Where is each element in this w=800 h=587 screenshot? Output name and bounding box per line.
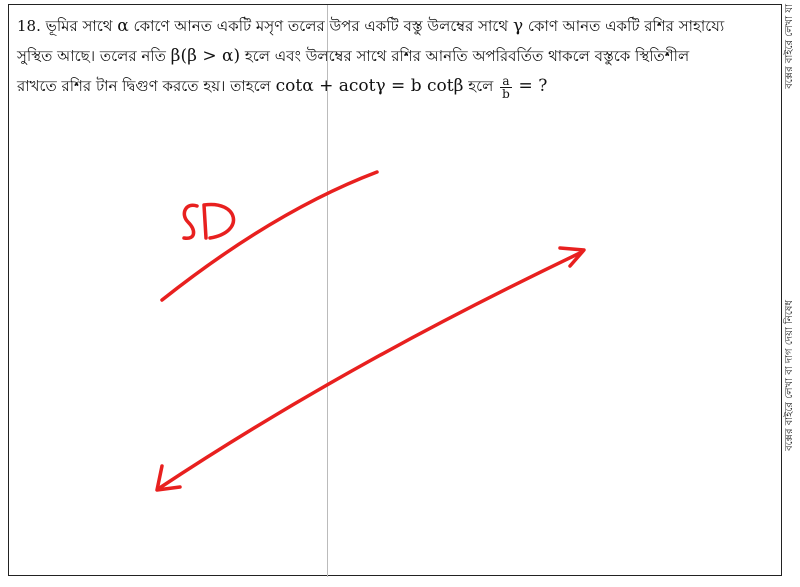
gamma-symbol: γ: [512, 16, 524, 36]
question-line-2: সুস্থিত আছে। তলের নতি β(β > α) হলে এবং উলম্বের সাথে রশির আনতি অপরিবর্তিত থাকলে বস্তুকে স্থিতিশীল: [17, 46, 690, 66]
margin-note-top: বক্সের বাইরে লেখা যা: [784, 4, 795, 89]
fraction-a-over-b: $\frac{a}{b}$: [502, 73, 510, 101]
question-line-1: 18. ভূমির সাথে α কোণে আনত একটি মসৃণ তলের উপর একটি বস্তু উলম্বের সাথে γ কোণ আনত একটি রশির সাহায্যে: [17, 16, 725, 36]
equation: cotα + acotγ = b cotβ: [275, 76, 464, 96]
question-line-3: রাখতে রশির টান দ্বিগুণ করতে হয়। তাহলে cotα + acotγ = b cotβ হলে $\frac{a}{b}$ = ?: [17, 73, 548, 101]
beta-condition: β(β > α): [170, 46, 241, 66]
handwritten-sd-mark: [184, 204, 234, 238]
question-number: 18.: [17, 17, 41, 35]
margin-note-middle: বক্সের বাইরে লেখা বা দাগ দেয়া নিষেধ: [784, 300, 795, 451]
alpha-symbol: α: [117, 16, 129, 36]
red-arrow-stroke: [158, 252, 582, 489]
